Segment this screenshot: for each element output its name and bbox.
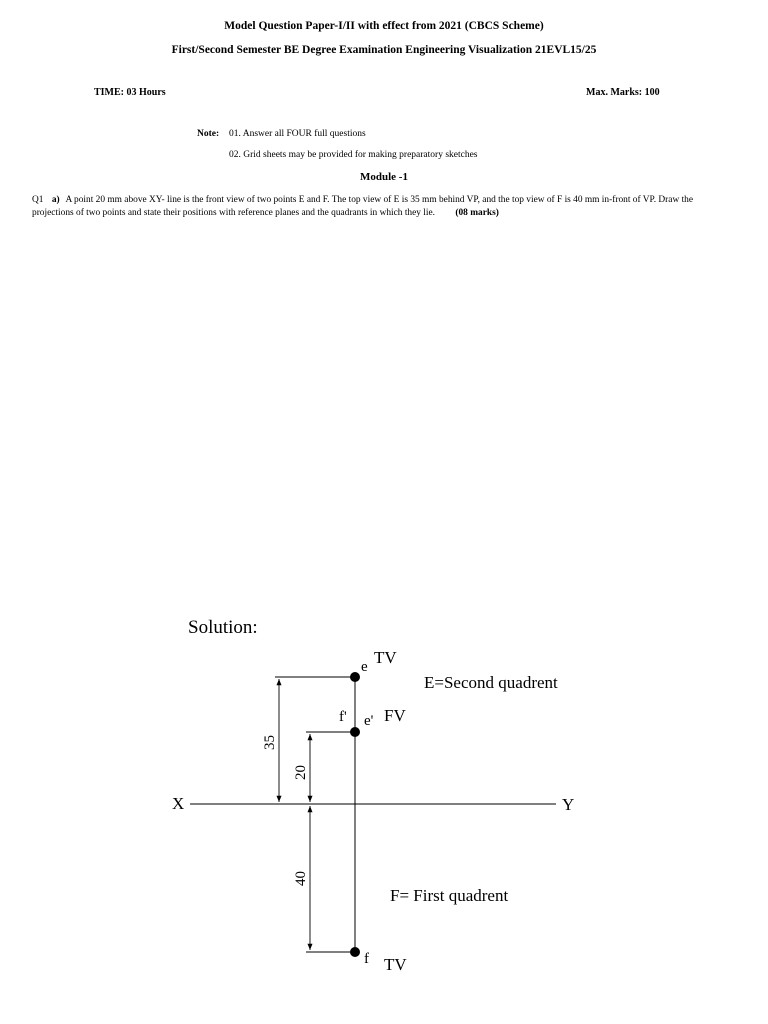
y-label: Y	[562, 795, 575, 814]
module-title: Module -1	[360, 171, 408, 183]
question-marks: (08 marks)	[455, 208, 499, 218]
label-e: e	[361, 659, 368, 675]
question-part: a)	[51, 195, 60, 205]
question-text: A point 20 mm above XY- line is the front view of two points E and F. The top view of E is 35 mm behind VP, and the top view of F is 40 mm in-front of VP. Draw the projections of two points and state their positions with reference planes and the quadrants in which they lie.	[32, 195, 694, 218]
paper-subtitle: First/Second Semester BE Degree Examination Engineering Visualization 21EVL15/25	[171, 44, 597, 56]
x-label: X	[172, 794, 185, 813]
question-q1	[32, 194, 722, 220]
paper-title: Model Question Paper-I/II with effect from 2021 (CBCS Scheme)	[224, 20, 544, 32]
dim-40-label: 40	[293, 871, 309, 886]
label-e-prime: e'	[364, 713, 374, 729]
e-quadrant-result: E=Second quadrent	[424, 673, 558, 692]
dim-35-label: 35	[262, 735, 278, 750]
note-label: Note:	[197, 129, 220, 139]
label-fv: FV	[384, 706, 406, 725]
label-tv-bottom: TV	[384, 955, 407, 974]
projection-diagram	[0, 640, 768, 1024]
dim-20-label: 20	[293, 765, 309, 780]
f-quadrant-result: F= First quadrent	[390, 886, 509, 905]
point-f-top-view	[350, 947, 360, 957]
exam-time: TIME: 03 Hours	[94, 87, 166, 98]
max-marks: Max. Marks: 100	[586, 87, 660, 98]
point-e-top-view	[350, 672, 360, 682]
solution-title: Solution:	[188, 617, 258, 638]
note-item-2: 02. Grid sheets may be provided for making preparatory sketches	[229, 150, 478, 160]
point-ef-front-view	[350, 727, 360, 737]
note-item-1: 01. Answer all FOUR full questions	[229, 129, 366, 139]
label-f: f	[364, 951, 369, 967]
question-number: Q1	[32, 195, 44, 205]
label-f-prime: f'	[339, 709, 347, 725]
label-tv-top: TV	[374, 648, 397, 667]
